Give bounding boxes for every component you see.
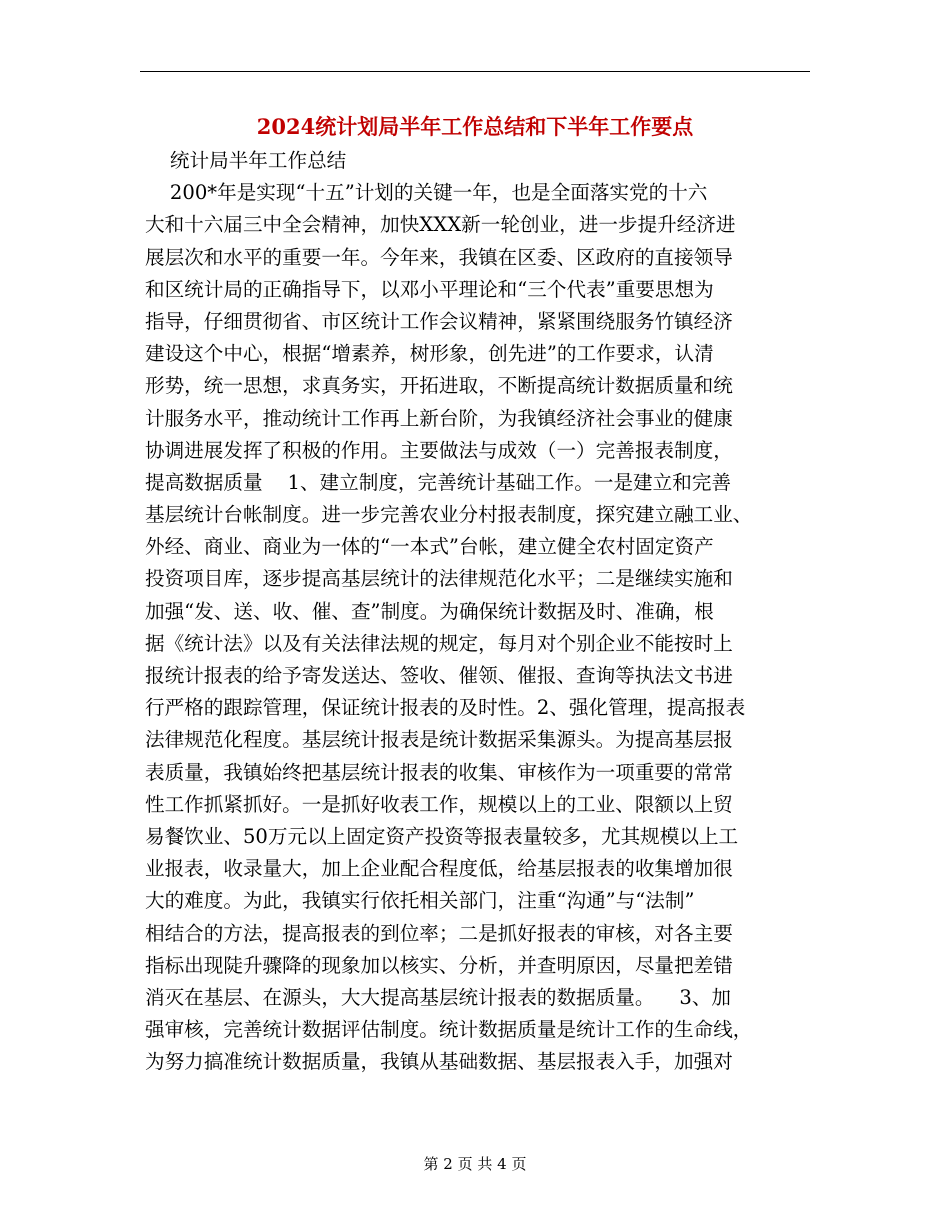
body-line: 易餐饮业、50万元以上固定资产投资等报表量较多，尤其规模以上工 [145, 824, 739, 848]
page-footer: 第 2 页 共 4 页 [423, 1155, 527, 1173]
body-line: 性工作抓紧抓好。一是抓好收表工作，规模以上的工业、限额以上贸 [145, 792, 733, 816]
body-line: 200*年是实现“十五”计划的关键一年，也是全面落实党的十六 [145, 181, 708, 205]
body-line: 消灭在基层、在源头，大大提高基层统计报表的数据质量。 3、加 [145, 985, 732, 1009]
body-line: 大和十六届三中全会精神，加快XXX新一轮创业，进一步提升经济进 [145, 213, 736, 237]
body-line: 强审核，完善统计数据评估制度。统计数据质量是统计工作的生命线， [145, 1018, 753, 1042]
body-line: 法律规范化程度。基层统计报表是统计数据采集源头。为提高基层报 [145, 728, 733, 752]
body-line: 外经、商业、商业为一体的“一本式”台帐，建立健全农村固定资产 [145, 535, 714, 559]
body-line: 统计局半年工作总结 [145, 149, 347, 172]
body-line: 基层统计台帐制度。进一步完善农业分村报表制度，探究建立融工业、 [145, 503, 753, 527]
body-line: 为努力搞准统计数据质量，我镇从基础数据、基层报表入手，加强对 [145, 1050, 733, 1074]
body-line: 行严格的跟踪管理，保证统计报表的及时性。2、强化管理，提高报表 [145, 696, 746, 720]
body-line: 据《统计法》以及有关法律法规的规定，每月对个别企业不能按时上 [145, 631, 733, 655]
body-line: 提高数据质量 1、建立制度，完善统计基础工作。一是建立和完善 [145, 470, 732, 494]
body-line: 建设这个中心，根据“增素养，树形象，创先进”的工作要求，认清 [145, 342, 714, 366]
header-rule [140, 71, 810, 72]
body-line: 业报表，收录量大，加上企业配合程度低，给基层报表的收集增加很 [145, 857, 733, 881]
body-line: 计服务水平，推动统计工作再上新台阶，为我镇经济社会事业的健康 [145, 406, 733, 430]
body-line: 协调进展发挥了积极的作用。主要做法与成效（一）完善报表制度， [145, 438, 733, 462]
document-title: 2024统计划局半年工作总结和下半年工作要点 [256, 114, 694, 139]
body-line: 指导，仔细贯彻省、市区统计工作会议精神，紧紧围绕服务竹镇经济 [145, 309, 733, 333]
document-body [145, 145, 810, 1078]
body-line: 大的难度。为此，我镇实行依托相关部门，注重“沟通”与“法制” [145, 889, 695, 913]
body-line: 指标出现陡升骤降的现象加以核实、分析，并查明原因，尽量把差错 [145, 953, 733, 977]
body-line: 和区统计局的正确指导下，以邓小平理论和“三个代表”重要思想为 [145, 277, 714, 301]
body-line: 展层次和水平的重要一年。今年来，我镇在区委、区政府的直接领导 [145, 245, 733, 269]
body-line: 报统计报表的给予寄发送达、签收、催领、催报、查询等执法文书进 [145, 664, 733, 687]
body-line: 表质量，我镇始终把基层统计报表的收集、审核作为一项重要的常常 [145, 760, 733, 784]
body-line: 投资项目库，逐步提高基层统计的法律规范化水平；二是继续实施和 [145, 567, 733, 591]
body-line: 加强“发、送、收、催、查”制度。为确保统计数据及时、准确，根 [145, 599, 714, 623]
body-line: 形势，统一思想，求真务实，开拓进取，不断提高统计数据质量和统 [145, 374, 733, 398]
body-line: 相结合的方法，提高报表的到位率；二是抓好报表的审核，对各主要 [145, 921, 733, 945]
